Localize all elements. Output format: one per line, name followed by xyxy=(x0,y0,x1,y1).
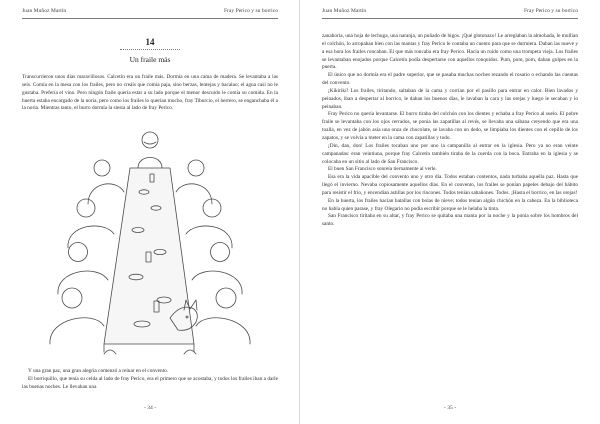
chapter-text-top xyxy=(22,74,278,113)
paragraph: En la huerta, los frailes hacían batallas con bolas de nieve; todos tenían algún chichón en la cabeza. En la biblioteca no había quien parase, y fray Olegario no podía escribir porque se le helaba la tinta. xyxy=(322,197,578,212)
paragraph: El único que no dormía era el padre superior, que se pasaba muchas noches rezando el rosario o echando las cuentas del convento. xyxy=(322,72,578,87)
page-number: - 35 - xyxy=(443,405,457,411)
page-text xyxy=(322,33,578,229)
right-page-header xyxy=(322,6,578,19)
paragraph: ¡Kikirikí! Los frailes, tiritando, saltaban de la cama y corrían por el pasillo para entrar en calor. Bien lavados y peinados, iban a despertar al borrico, le daban los buenos días, le lavaban la cara y las orejas y luego le secaban y lo peinaban. xyxy=(322,87,578,110)
paragraph: El buen San Francisco sonreía tiernamente al verle. xyxy=(328,166,437,173)
paragraph: El borriquillo, que tenía su celda al lado de fray Perico, era el primero que se acostaba, y todos los frailes iban a darle las buenas noches. Le llevaban una xyxy=(22,375,278,390)
paragraph: Y una gran paz, una gran alegría comenzó a reinar en el convento. xyxy=(28,368,169,374)
header-author: Juan Muñoz Martín xyxy=(22,8,67,14)
paragraph: Esa era la vida apacible del convento uno y otro día. Todos estaban contentos, nada turbaba aquella paz. Hasta que llegó el invierno. Nevaba copiosamente aquellos días. En el convento, los frailes se ponían papeles debajo del hábito para resistir el frío, y encendían astillas por los rincones. Todos tenían sabañones. Todos. ¡Hasta el borrico, en las orejas! xyxy=(322,174,578,196)
chapter-title: Un fraile más xyxy=(129,55,171,64)
header-book-title: Fray Perico y su borrico xyxy=(223,8,278,14)
illustration-friars-at-table xyxy=(44,112,256,360)
chapter-text-bottom xyxy=(22,368,278,392)
paragraph: ¡Din, dan, don! Los frailes tocaban uno por uno la campanilla al entrar en la iglesia. Pero ya no eran veinte campanadas: eran veintiuna, porque fray Calcetín también tiraba de la cuerda con la boca. Entraba en la iglesia y se colocaba en un sitio al lado de San Francisco. xyxy=(322,142,578,165)
chapter-divider xyxy=(120,49,180,50)
header-book-title: Fray Perico y su borrico xyxy=(523,8,578,14)
paragraph: Transcurrieron unos días maravillosos. Calcetín era un fraile más. Dormía en una cama de madera. Se levantaba a las seis. Comía en la mesa con los frailes, pero no creáis que comía paja, sino berzas, lentejas y bacalao; el agua casi no le gustaba. Prefería el vino. Pero ningún fraile quería estar a su lado porque el menor descuido le comía su comida. En la huerta estaba encargado de la noria, pero como los frailes lo querían mucho, fray Tiburcio, el herrero, se enganchaba él a la noria. Mientras tanto, el burro dormía la siesta al lado de fray Perico. xyxy=(22,74,278,112)
left-page-header xyxy=(22,6,278,19)
page-number: - 34 - xyxy=(143,405,157,411)
right-page xyxy=(300,0,600,424)
chapter-number: 14 xyxy=(145,37,155,47)
header-author: Juan Muñoz Martín xyxy=(322,8,367,14)
paragraph: San Francisco tiritaba en su altar, y fray Perico se quitaba una manta por la noche y la ponía sobre los hombros del santo. xyxy=(322,213,578,228)
paragraph: Fray Perico no quería levantarse. El burro tiraba del colchón con los dientes y echaba a fray Perico al suelo. El pobre fraile se levantaba con los ojos cerrados, se ponía las zapatillas al revés, se llevaba una sábana creyendo que era una toalla, en vez de jabón asía una onza de chocolate, se lavaba con un dedo, se limpiaba los dientes con el cepillo de los zapatos, y se volvía a meter en la cama con zapatillas y todo. xyxy=(322,111,578,141)
paragraph: zanahoria, una hoja de lechuga, una naranja, un puñado de higos. ¡Qué glotonazo! Le arreglaban la almohada, le mullían el colchón, lo arropaban bien con las mantas y fray Perico le contaba un cuento para que se durmiera. Daban las nueve y a esa hora los frailes roncaban. El que más roncaba era fray Perico. Hacía un ruido como una trompeta vieja. Los frailes se levantaban enojados porque Calcetín podía despertarse con aquellos ronquidos. Pum, pom, pom, daban golpes en la puerta. xyxy=(322,33,578,71)
